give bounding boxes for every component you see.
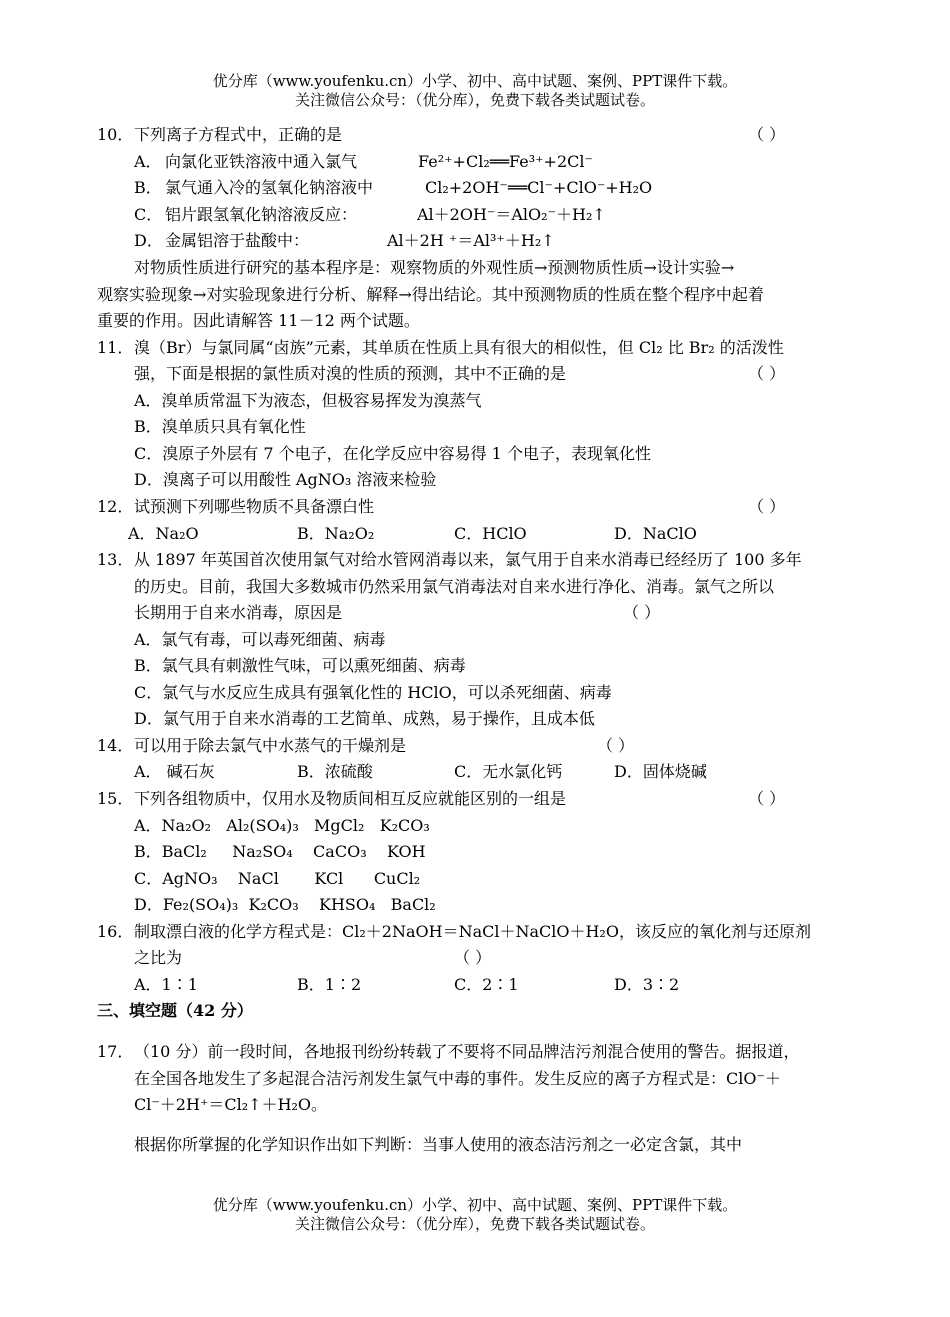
option-c-equation: Al＋2OH⁻＝AlO₂⁻＋H₂↑ <box>417 205 606 224</box>
question-stem-line-2: 强，下面是根据的氯性质对溴的性质的预测，其中不正确的是 <box>134 364 567 383</box>
footer-line-1: 优分库（www.youfenku.cn）小学、初中、高中试题、案例、PPT课件下载。 <box>212 1196 738 1214</box>
answer-paren: （ ） <box>623 603 661 622</box>
footer-line-2: 关注微信公众号：（优分库），免费下载各类试题试卷。 <box>294 1215 655 1233</box>
option-b: B．氯气具有刺激性气味，可以熏死细菌、病毒 <box>134 656 466 675</box>
option-b-equation: Cl₂+2OH⁻══Cl⁻+ClO⁻+H₂O <box>425 178 653 197</box>
question-number: 14． <box>97 736 134 755</box>
option-b-text: 氯气通入冷的氢氧化钠溶液中 <box>165 178 374 197</box>
option-c-label: C． <box>134 205 163 224</box>
option-d: D．NaClO <box>614 524 697 543</box>
option-c-text: 铝片跟氢氧化钠溶液反应： <box>165 205 358 224</box>
option-c: C．溴原子外层有 7 个电子，在化学反应中容易得 1 个电子，表现氧化性 <box>134 444 651 463</box>
option-d-equation: Al＋2H ⁺＝Al³⁺＋H₂↑ <box>387 231 555 250</box>
option-a: A．Na₂O <box>128 524 199 543</box>
option-d-label: D． <box>134 231 163 250</box>
option-d: D．Fe₂(SO₄)₃ K₂CO₃ KHSO₄ BaCl₂ <box>134 895 436 914</box>
question-stem: 可以用于除去氯气中水蒸气的干燥剂是 <box>134 736 407 755</box>
option-b: B．BaCl₂ Na₂SO₄ CaCO₃ KOH <box>134 842 426 861</box>
question-stem-line-1: 制取漂白液的化学方程式是：Cl₂＋2NaOH＝NaCl＋NaClO＋H₂O，该反应的氧化剂与还原剂 <box>134 922 811 941</box>
intro-line-2: 观察实验现象→对实验现象进行分析、解释→得出结论。其中预测物质的性质在整个程序中起着 <box>97 285 764 304</box>
question-number: 13． <box>97 550 134 569</box>
option-a: A．氯气有毒，可以毒死细菌、病毒 <box>134 630 386 649</box>
question-line-1: （10 分）前一段时间，各地报刊纷纷转载了不要将不同品牌洁污剂混合使用的警告。据报道， <box>134 1042 800 1061</box>
question-stem: 试预测下列哪些物质不具备漂白性 <box>134 497 375 516</box>
question-number: 12． <box>97 497 134 516</box>
option-a-equation: Fe²⁺+Cl₂══Fe³⁺+2Cl⁻ <box>418 152 593 171</box>
header-line-2: 关注微信公众号：（优分库），免费下载各类试题试卷。 <box>294 91 655 109</box>
answer-paren: （ ） <box>748 497 786 516</box>
intro-line-3: 重要的作用。因此请解答 11－12 两个试题。 <box>97 311 420 330</box>
question-number: 10． <box>97 125 134 144</box>
answer-paren: （ ） <box>748 789 786 808</box>
question-stem-line-2: 的历史。目前，我国大多数城市仍然采用氯气消毒法对自来水进行净化、消毒。氯气之所以 <box>134 577 775 596</box>
option-b: B．Na₂O₂ <box>297 524 375 543</box>
option-d: D．3∶2 <box>614 975 680 994</box>
option-a: A．Na₂O₂ Al₂(SO₄)₃ MgCl₂ K₂CO₃ <box>134 816 430 835</box>
option-c: C．无水氯化钙 <box>454 762 563 781</box>
answer-paren: （ ） <box>748 364 786 383</box>
question-line-2: 在全国各地发生了多起混合洁污剂发生氯气中毒的事件。发生反应的离子方程式是：ClO⁻＋ <box>134 1069 781 1088</box>
question-line-3: Cl⁻＋2H⁺＝Cl₂↑＋H₂O。 <box>134 1095 328 1114</box>
question-stem: 下列离子方程式中，正确的是 <box>134 125 343 144</box>
option-a-label: A． <box>134 152 162 171</box>
option-b: B．溴单质只具有氧化性 <box>134 417 306 436</box>
answer-paren: （ ） <box>454 948 492 967</box>
option-d-text: 金属铝溶于盐酸中： <box>165 231 310 250</box>
question-number: 17． <box>97 1042 134 1061</box>
option-a-text: 向氯化亚铁溶液中通入氯气 <box>165 152 358 171</box>
header-line-1: 优分库（www.youfenku.cn）小学、初中、高中试题、案例、PPT课件下载。 <box>212 72 738 90</box>
question-number: 16． <box>97 922 134 941</box>
answer-paren: （ ） <box>748 125 786 144</box>
option-a: A．1∶1 <box>134 975 198 994</box>
option-c: C．氯气与水反应生成具有强氧化性的 HClO，可以杀死细菌、病毒 <box>134 683 612 702</box>
answer-paren: （ ） <box>597 736 635 755</box>
option-a: A．溴单质常温下为液态，但极容易挥发为溴蒸气 <box>134 391 482 410</box>
option-b-label: B． <box>134 178 162 197</box>
question-stem-line-3: 长期用于自来水消毒，原因是 <box>134 603 343 622</box>
question-line-4: 根据你所掌握的化学知识作出如下判断：当事人使用的液态洁污剂之一必定含氯，其中 <box>134 1135 743 1154</box>
option-c: C．AgNO₃ NaCl KCl CuCl₂ <box>134 869 421 888</box>
question-stem: 下列各组物质中，仅用水及物质间相互反应就能区别的一组是 <box>134 789 567 808</box>
question-stem-line-2: 之比为 <box>134 948 183 967</box>
question-number: 15． <box>97 789 134 808</box>
question-stem-line-1: 从 1897 年英国首次使用氯气对给水管网消毒以来，氯气用于自来水消毒已经经历了 100 多年 <box>134 550 802 569</box>
intro-line-1: 对物质性质进行研究的基本程序是：观察物质的外观性质→预测物质性质→设计实验→ <box>134 258 735 277</box>
option-c: C．HClO <box>454 524 527 543</box>
question-number: 11． <box>97 338 134 357</box>
option-d: D．溴离子可以用酸性 AgNO₃ 溶液来检验 <box>134 470 437 489</box>
option-c: C．2∶1 <box>454 975 519 994</box>
option-d: D．氯气用于自来水消毒的工艺简单、成熟，易于操作，且成本低 <box>134 709 595 728</box>
option-b: B．1∶2 <box>297 975 362 994</box>
option-d: D．固体烧碱 <box>614 762 707 781</box>
section-heading: 三、填空题（42 分） <box>97 1001 253 1020</box>
option-b: B．浓硫酸 <box>297 762 373 781</box>
question-stem-line-1: 溴（Br）与氯同属“卤族”元素，其单质在性质上具有很大的相似性，但 Cl₂ 比 Br₂ 的活泼性 <box>134 338 784 357</box>
option-a: A． 碱石灰 <box>134 762 215 781</box>
